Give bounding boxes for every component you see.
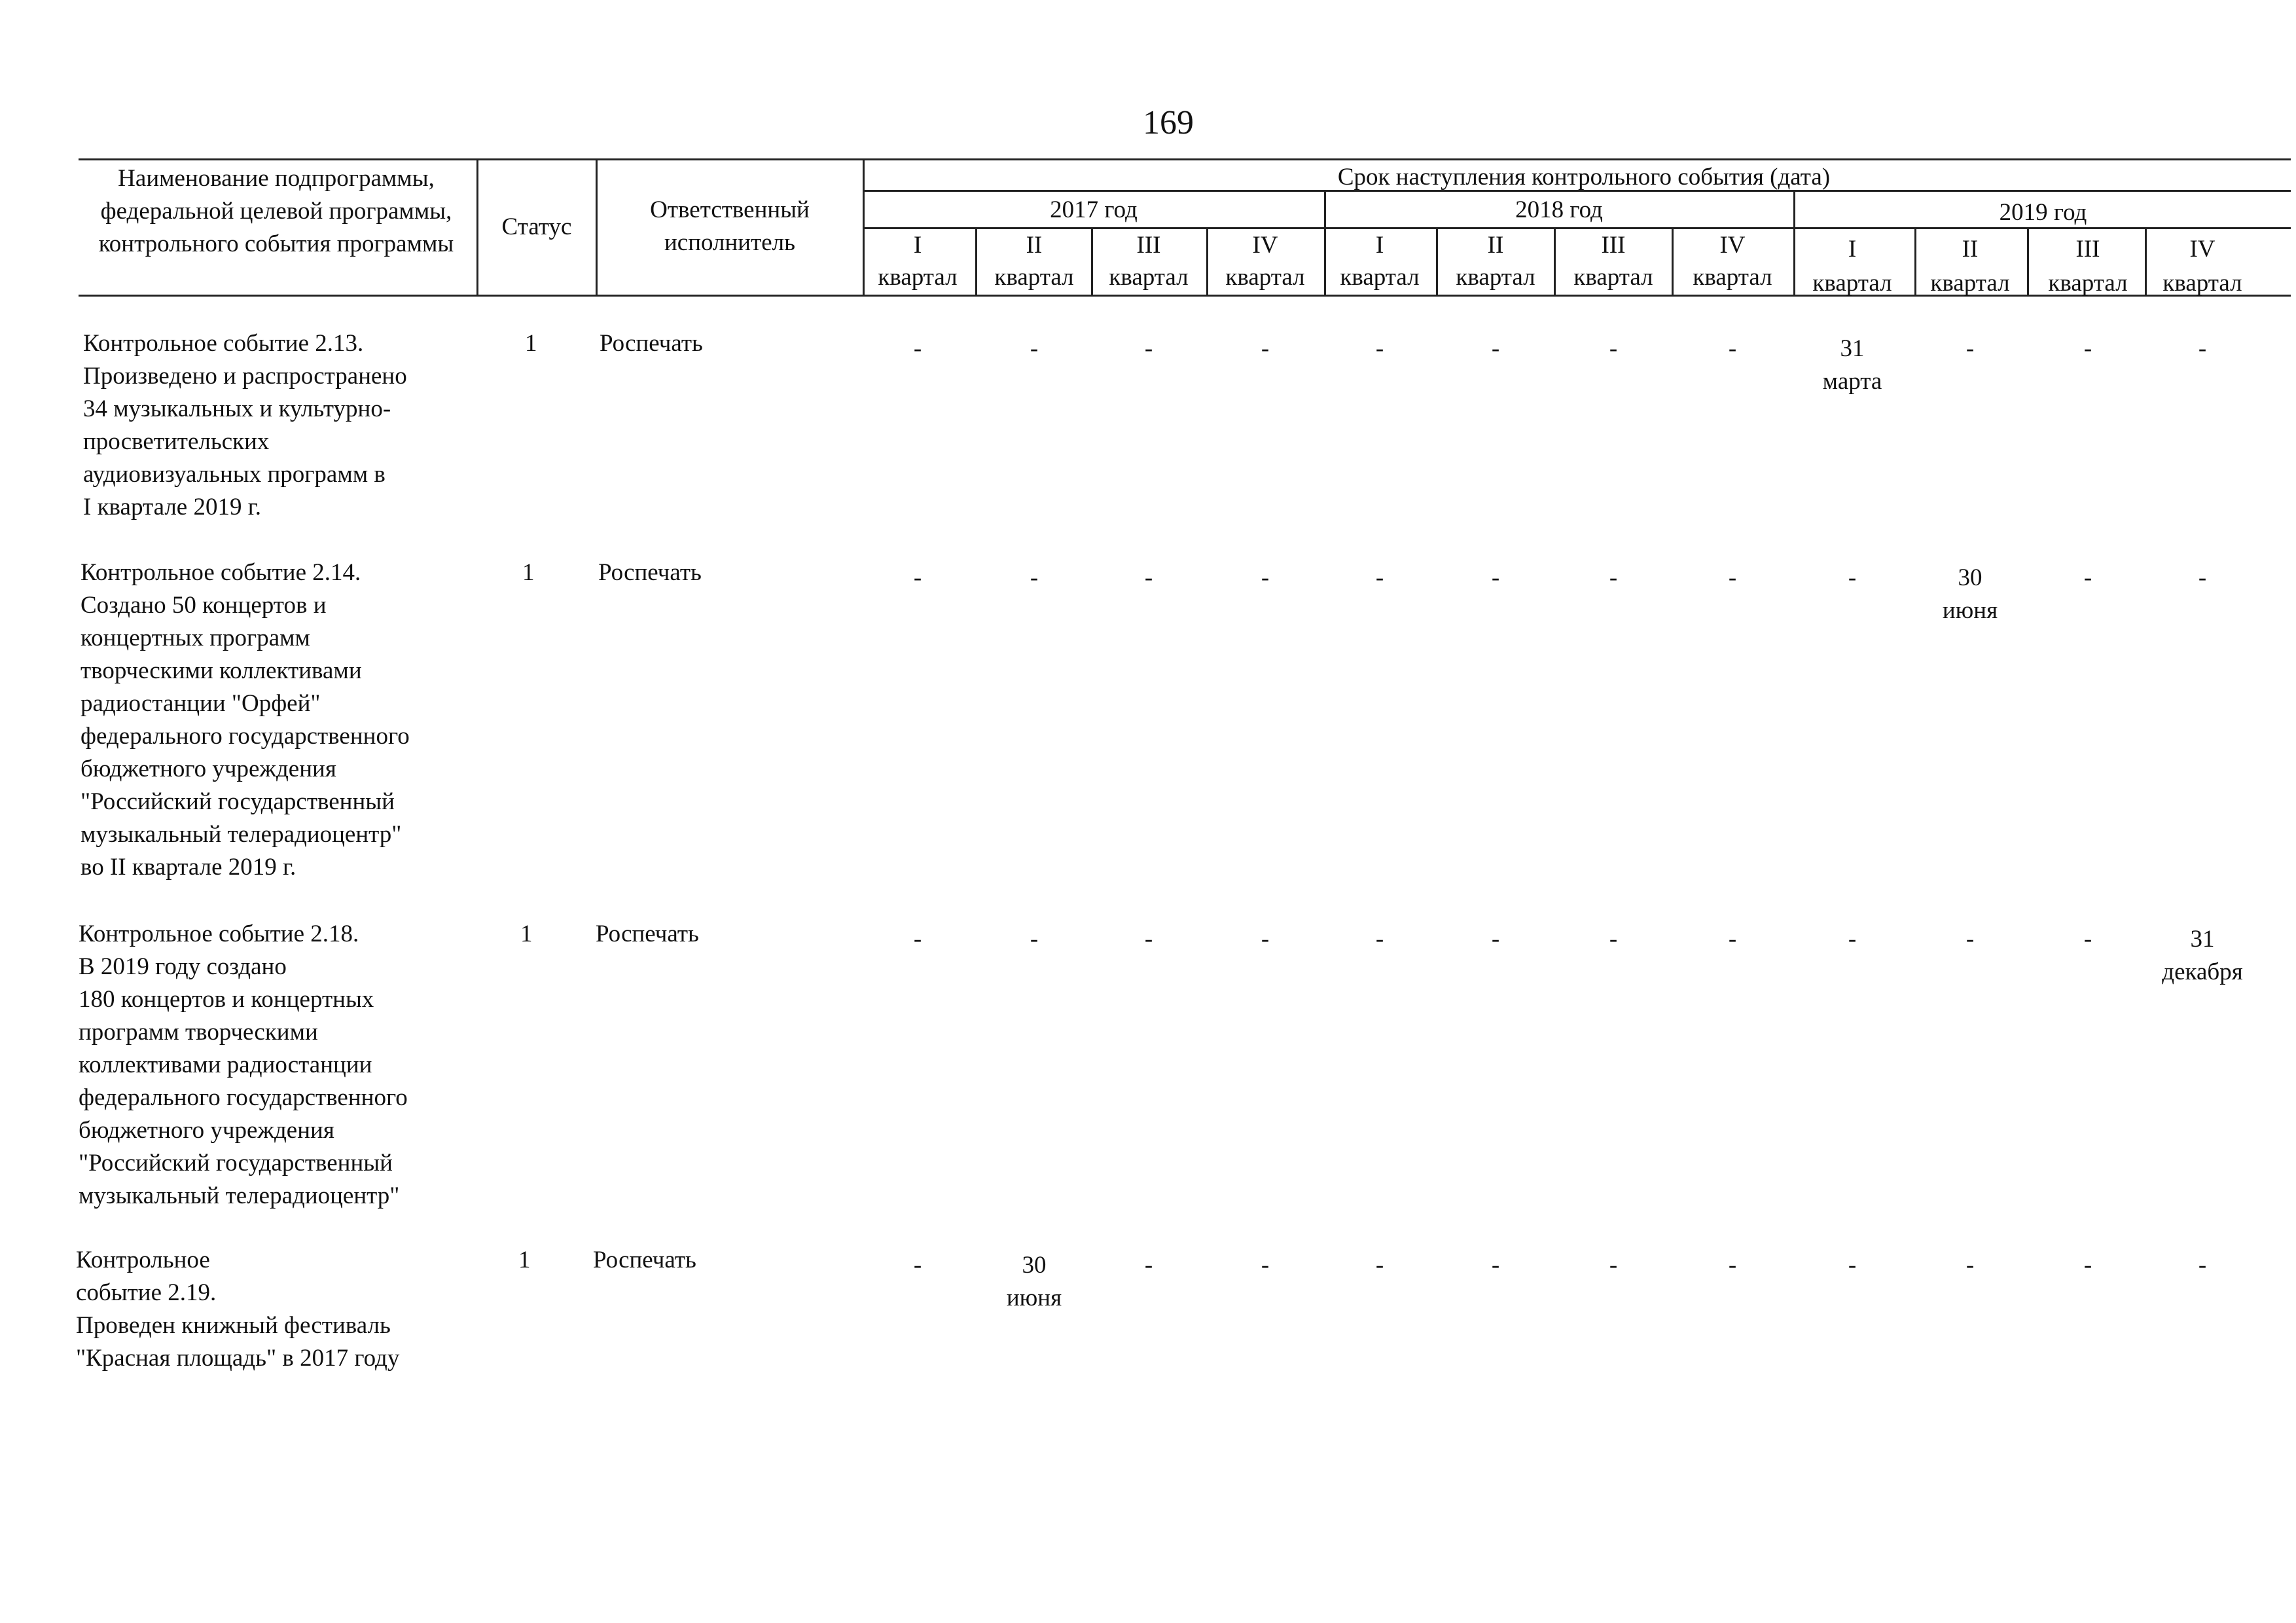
event-name-line: бюджетного учреждения	[81, 756, 336, 782]
event-name-line: Произведено и распространено	[83, 363, 407, 390]
responsible-value: Роспечать	[593, 1247, 696, 1273]
quarter-word: квартал	[2048, 270, 2128, 297]
event-name-line: Контрольное событие 2.18.	[79, 921, 359, 947]
quarter-word: квартал	[2162, 270, 2242, 297]
deadline-empty: -	[1144, 1252, 1153, 1279]
header-year-2019: 2019 год	[1999, 199, 2087, 226]
deadline-empty: -	[1261, 1252, 1270, 1279]
quarter-divider	[975, 227, 977, 295]
quarter-number: III	[1601, 232, 1626, 259]
deadline-empty: -	[1375, 564, 1384, 591]
deadline-day: 30	[1958, 564, 1982, 591]
deadline-empty: -	[1609, 335, 1618, 362]
quarter-word: квартал	[1573, 264, 1653, 291]
event-name-line: I квартале 2019 г.	[83, 494, 261, 520]
deadline-day: 30	[1022, 1252, 1047, 1279]
quarter-word: квартал	[994, 264, 1074, 291]
deadline-empty: -	[1144, 926, 1153, 953]
deadline-empty: -	[913, 926, 922, 953]
deadline-month: декабря	[2162, 958, 2243, 985]
deadline-empty: -	[1728, 335, 1737, 362]
event-name-line: просветительских	[83, 428, 270, 455]
deadline-empty: -	[1848, 1252, 1857, 1279]
event-name-line: 180 концертов и концертных	[79, 986, 374, 1013]
quarter-number: II	[1026, 232, 1043, 259]
quarter-number: III	[2075, 236, 2100, 263]
deadline-empty: -	[1491, 335, 1500, 362]
event-name-line: Проведен книжный фестиваль	[76, 1312, 391, 1339]
quarter-word: квартал	[1930, 270, 2010, 297]
responsible-value: Роспечать	[596, 921, 699, 947]
status-value: 1	[525, 330, 537, 357]
event-name-line: "Красная площадь" в 2017 году	[76, 1345, 400, 1372]
event-name-line: радиостанции "Орфей"	[81, 690, 321, 717]
quarter-divider	[1436, 227, 1438, 295]
deadline-empty: -	[2198, 564, 2207, 591]
quarter-divider	[1672, 227, 1674, 295]
deadline-empty: -	[1261, 335, 1270, 362]
page-number: 169	[1143, 104, 1194, 141]
deadline-empty: -	[1030, 335, 1039, 362]
deadline-day: 31	[1840, 335, 1865, 362]
quarter-word: квартал	[1693, 264, 1772, 291]
deadline-empty: -	[2083, 926, 2092, 953]
deadline-empty: -	[1728, 564, 1737, 591]
quarter-number: IV	[2189, 236, 2215, 263]
deadline-empty: -	[1261, 926, 1270, 953]
deadline-empty: -	[1848, 926, 1857, 953]
responsible-value: Роспечать	[600, 330, 703, 357]
quarter-number: I	[1375, 232, 1384, 259]
header-deadline-group: Срок наступления контрольного события (дата)	[1337, 164, 1831, 191]
deadline-empty: -	[1144, 564, 1153, 591]
header-status-column: Статус	[501, 213, 572, 240]
quarter-word: квартал	[878, 264, 958, 291]
status-value: 1	[522, 559, 535, 586]
deadline-empty: -	[913, 1252, 922, 1279]
event-name-line: "Российский государственный	[79, 1150, 393, 1176]
deadline-empty: -	[1848, 564, 1857, 591]
quarter-divider	[2027, 227, 2029, 295]
deadline-empty: -	[1375, 1252, 1384, 1279]
event-name-line: "Российский государственный	[81, 788, 395, 815]
deadline-empty: -	[2083, 335, 2092, 362]
deadline-empty: -	[1030, 564, 1039, 591]
quarter-number: I	[913, 232, 922, 259]
quarter-number: II	[1487, 232, 1504, 259]
event-name-line: Контрольное событие 2.14.	[81, 559, 361, 586]
deadline-empty: -	[1375, 926, 1384, 953]
deadline-empty: -	[1728, 1252, 1737, 1279]
responsible-value: Роспечать	[598, 559, 702, 586]
deadline-empty: -	[1965, 335, 1975, 362]
event-name-line: федерального государственного	[79, 1084, 408, 1111]
event-name-line: творческими коллективами	[81, 657, 362, 684]
event-name-line: во II квартале 2019 г.	[81, 854, 296, 881]
deadline-empty: -	[1609, 1252, 1618, 1279]
deadline-empty: -	[1965, 926, 1975, 953]
quarter-word: квартал	[1109, 264, 1189, 291]
deadline-empty: -	[2083, 1252, 2092, 1279]
quarter-number: II	[1962, 236, 1979, 263]
header-year-2018: 2018 год	[1515, 196, 1603, 223]
event-name-line: бюджетного учреждения	[79, 1117, 334, 1144]
event-name-line: коллективами радиостанции	[79, 1051, 372, 1078]
event-name-line: программ творческими	[79, 1019, 318, 1046]
event-name-line: федерального государственного	[81, 723, 410, 750]
deadline-empty: -	[1261, 564, 1270, 591]
deadline-empty: -	[1375, 335, 1384, 362]
header-name-column: Наименование подпрограммы, федеральной целевой программы, контрольного события программы	[98, 165, 454, 257]
quarter-word: квартал	[1456, 264, 1535, 291]
quarter-word: квартал	[1340, 264, 1420, 291]
event-name-line: В 2019 году создано	[79, 953, 287, 980]
quarter-divider	[1554, 227, 1556, 295]
deadline-empty: -	[1965, 1252, 1975, 1279]
quarter-divider	[1206, 227, 1208, 295]
deadline-empty: -	[2198, 1252, 2207, 1279]
deadline-empty: -	[1144, 335, 1153, 362]
status-value: 1	[520, 921, 533, 947]
header-year-2017: 2017 год	[1050, 196, 1138, 223]
event-name-line: музыкальный телерадиоцентр"	[79, 1182, 400, 1209]
deadline-empty: -	[913, 335, 922, 362]
deadline-empty: -	[2083, 564, 2092, 591]
event-name-line: концертных программ	[81, 625, 310, 651]
quarter-number: IV	[1252, 232, 1278, 259]
event-name-line: аудиовизуальных программ в	[83, 461, 386, 488]
quarter-word: квартал	[1225, 264, 1305, 291]
event-name-line: Создано 50 концертов и	[81, 592, 327, 619]
status-value: 1	[518, 1247, 531, 1273]
header-top-border	[79, 158, 2291, 160]
deadline-day: 31	[2190, 926, 2215, 953]
deadline-month: июня	[1942, 597, 1998, 624]
deadline-month: июня	[1006, 1285, 1062, 1311]
quarter-number: IV	[1719, 232, 1746, 259]
responsible-col-left-border	[596, 158, 598, 295]
event-name-line: событие 2.19.	[76, 1279, 217, 1306]
deadline-empty: -	[1728, 926, 1737, 953]
quarter-word: квартал	[1812, 270, 1892, 297]
deadline-empty: -	[1609, 926, 1618, 953]
event-name-line: Контрольное	[76, 1247, 210, 1273]
event-name-line: музыкальный телерадиоцентр"	[81, 821, 402, 848]
deadline-month: марта	[1822, 368, 1882, 395]
quarter-number: I	[1848, 236, 1857, 263]
deadline-empty: -	[1030, 926, 1039, 953]
deadline-empty: -	[1491, 564, 1500, 591]
deadline-empty: -	[2198, 335, 2207, 362]
header-responsible-column: Ответственный исполнитель	[650, 196, 810, 256]
quarter-number: III	[1136, 232, 1161, 259]
deadline-empty: -	[913, 564, 922, 591]
deadline-empty: -	[1491, 926, 1500, 953]
deadline-empty: -	[1491, 1252, 1500, 1279]
event-name-line: 34 музыкальных и культурно-	[83, 395, 391, 422]
deadline-empty: -	[1609, 564, 1618, 591]
event-name-line: Контрольное событие 2.13.	[83, 330, 364, 357]
